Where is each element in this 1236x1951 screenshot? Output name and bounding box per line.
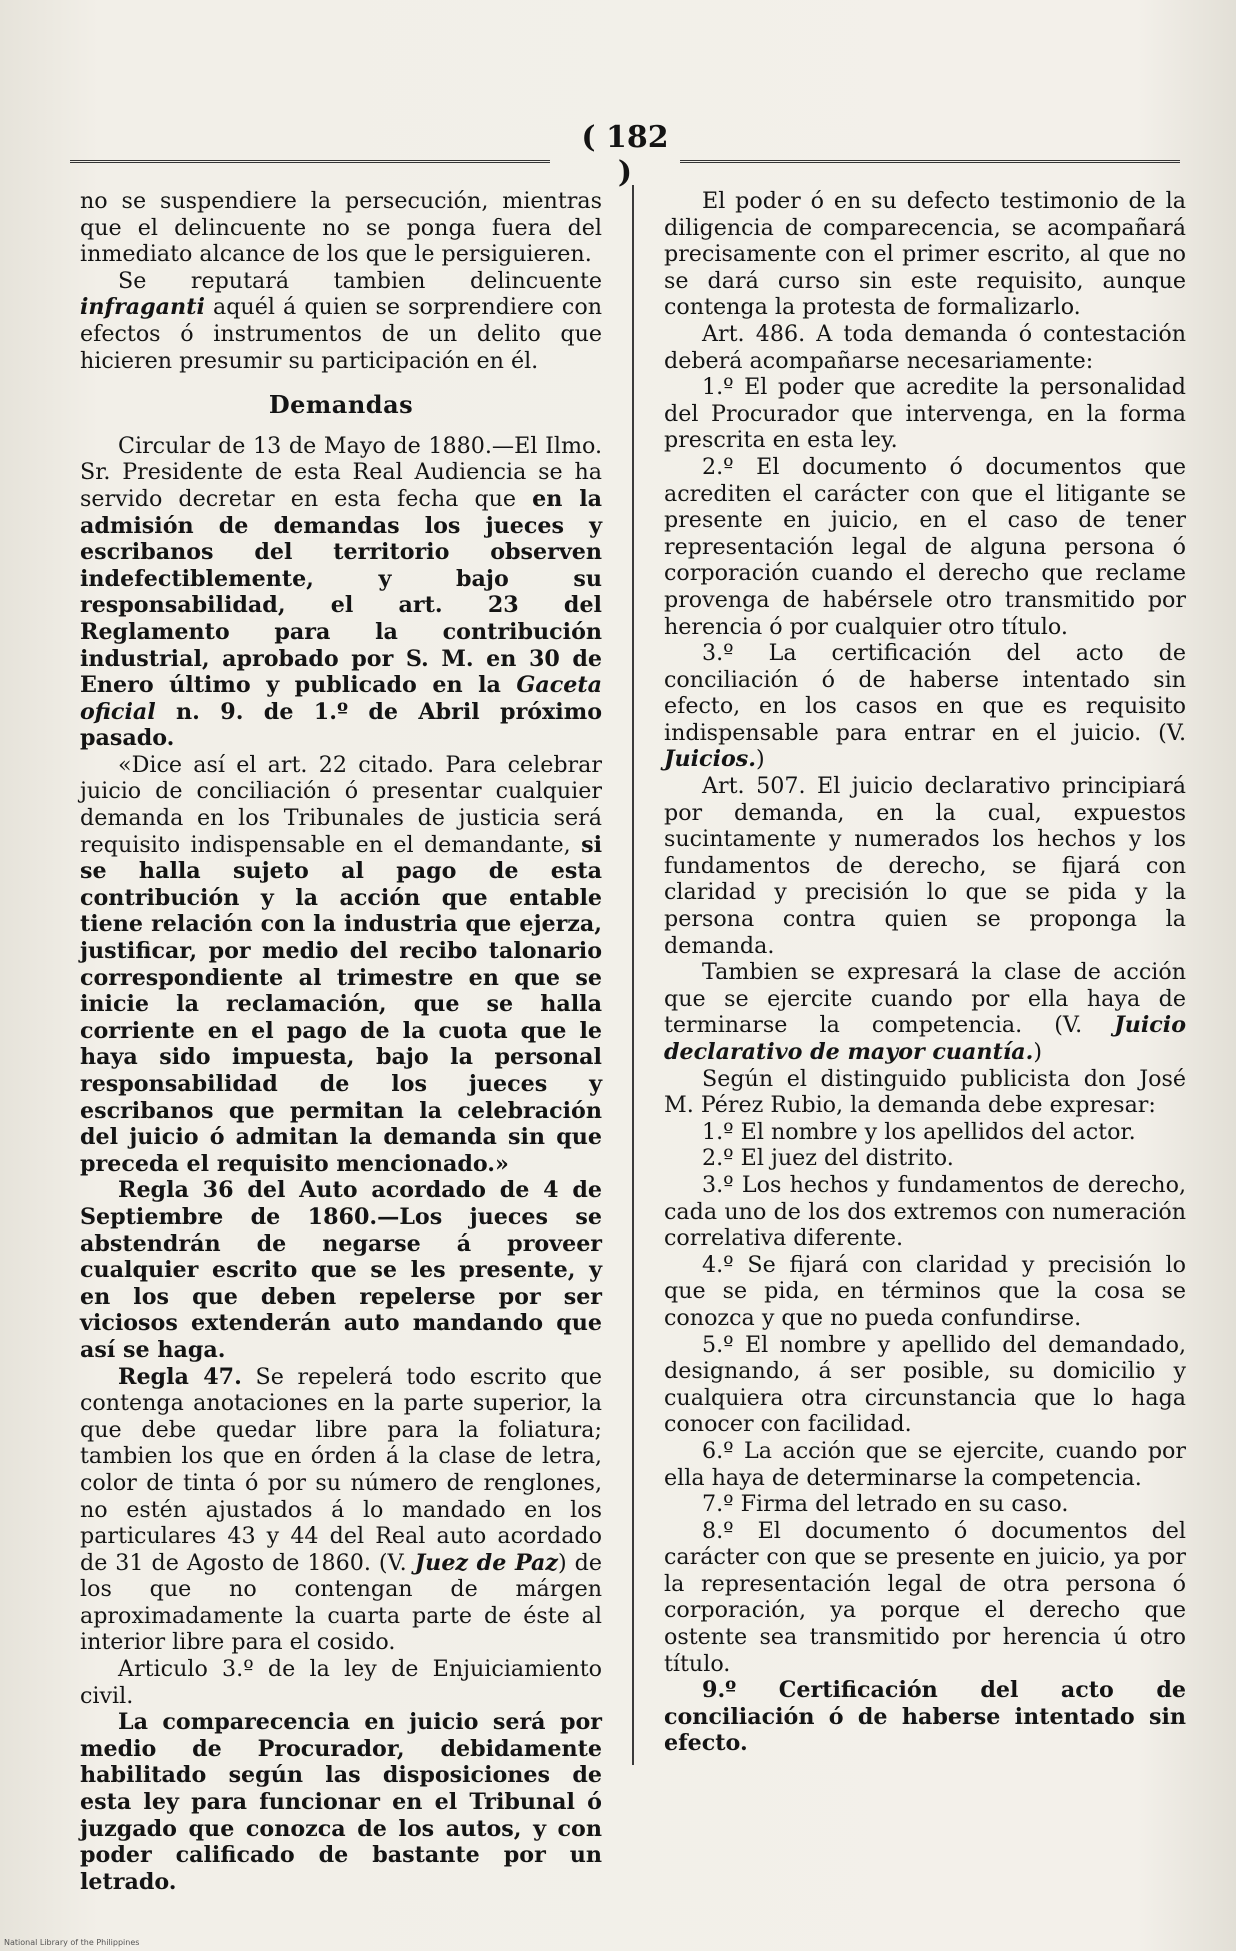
- paragraph: El poder ó en su defecto testimonio de la diligencia de comparecencia, se acompañará precisamente con el primer escrito, al que no se dará curso sin este requisito, aunque contenga la protesta de formalizarlo.: [664, 188, 1186, 321]
- page-number: ( 182 ): [581, 120, 669, 190]
- footer-credit: National Library of the Philippines: [4, 1938, 140, 1947]
- section-heading: Demandas: [268, 390, 414, 420]
- paragraph: Regla 47. Se repelerá todo escrito que contenga anotaciones en la parte superior, la que debe quedar libre para la foliatura; tambien los que en órden á la clase de letra, color de tinta ó por su número de renglones, no estén ajustados á lo mandado en los particulares 43 y 44 del Real auto acordado de 31 de Agosto de 1860. (V. Juez de Paz) de los que no contengan de márgen aproximadamente la cuarta parte de éste al interior libre para el cosido.: [80, 1363, 603, 1656]
- paragraph: Art. 486. A toda demanda ó contestación deberá acompañarse necesariamente:: [664, 320, 1186, 374]
- header-rule-left: [70, 160, 550, 163]
- paragraph: Circular de 13 de Mayo de 1880.—El Ilmo. Sr. Presidente de esta Real Audiencia se ha servido decretar en esta fecha que en la admisión de demandas los jueces y escribanos del territorio observen indefectiblemente, y bajo su responsabilidad, el art. 23 del Reglamento para la contribución industrial, aprobado por S. M. en 30 de Enero último y publicado en la Gaceta oficial n. 9. de 1.º de Abril próximo pasado.: [80, 432, 602, 752]
- list-item: 4.º Se fijará con claridad y precisión lo que se pida, en términos que la cosa se conozca y que no pueda confundirse.: [664, 1251, 1186, 1331]
- list-item: 2.º El juez del distrito.: [702, 1145, 954, 1172]
- list-item: 3.º Los hechos y fundamentos de derecho, cada uno de los dos extremos con numeración correlativa diferente.: [664, 1171, 1186, 1252]
- paragraph: Articulo 3.º de la ley de Enjuiciamiento civil.: [80, 1656, 602, 1709]
- list-item: 1.º El poder que acredite la personalidad del Procurador que intervenga, en la forma prescrita en esta ley.: [664, 374, 1186, 454]
- list-item: 9.º Certificación del acto de conciliación ó de haberse intentado sin efecto.: [664, 1677, 1186, 1757]
- paragraph: Art. 507. El juicio declarativo principiará por demanda, en la cual, expuestos sucintamente y numerados los hechos y los fundamentos de derecho, se fijará con claridad y precisión lo que se pida y la persona contra quien se proponga la demanda.: [664, 773, 1186, 959]
- paragraph: «Dice así el art. 22 citado. Para celebrar juicio de conciliación ó presentar cualquier demanda en los Tribunales de justicia será requisito indispensable en el demandante, si se halla sujeto al pago de esta contribución y la acción que entable tiene relación con la industria que ejerza, justificar, por medio del recibo talonario correspondiente al trimestre en que se inicie la reclamación, que se halla corriente en el pago de la cuota que le haya sido impuesta, bajo la personal responsabilidad de los jueces y escribanos que permitan la celebración del juicio ó admitan la demanda sin que preceda el requisito mencionado.»: [80, 751, 602, 1177]
- left-column: [80, 188, 602, 1895]
- paragraph: Tambien se expresará la clase de acción que se ejercite cuando por ella haya de terminarse la competencia. (V. Juicio declarativo de mayor cuantía.): [664, 959, 1186, 1065]
- list-item: 1.º El nombre y los apellidos del actor.: [702, 1118, 1136, 1145]
- column-divider: [632, 185, 634, 1765]
- page-header: [70, 120, 1180, 190]
- paragraph: Según el distinguido publicista don José M. Pérez Rubio, la demanda debe expresar:: [664, 1065, 1186, 1119]
- list-item: 8.º El documento ó documentos del carácter con que se presente en juicio, ya por la representación legal de otra persona ó corporación, ya porque el derecho que ostente sea transmitido por herencia ú otro título.: [664, 1517, 1186, 1677]
- list-item: 6.º La acción que se ejercite, cuando por ella haya de determinarse la competencia.: [664, 1437, 1186, 1491]
- paragraph: La comparecencia en juicio será por medio de Procurador, debidamente habilitado según las disposiciones de esta ley para funcionar en el Tribunal ó juzgado que conozca de los autos, y con poder calificado de bastante por un letrado.: [80, 1709, 602, 1895]
- right-column: [664, 188, 1186, 1757]
- header-rule-right: [680, 160, 1180, 163]
- list-item: 3.º La certificación del acto de conciliación ó de haberse intentado sin efecto, en los casos en que es requisito indispensable para entrar en el juicio. (V. Juicios.): [664, 640, 1186, 773]
- paragraph: Se reputará tambien delincuente infraganti aquél á quien se sorprendiere con efectos ó instrumentos de un delito que hicieren presumir su participación en él.: [80, 267, 602, 374]
- paragraph: Regla 36 del Auto acordado de 4 de Septiembre de 1860.—Los jueces se abstendrán de negarse á proveer cualquier escrito que se les presente, y en los que deben repelerse por ser viciosos extenderán auto mandando que así se haga.: [80, 1177, 602, 1363]
- paragraph: no se suspendiere la persecución, mientras que el delincuente no se ponga fuera del inmediato alcance de los que le persiguieren.: [80, 188, 602, 268]
- list-item: 5.º El nombre y apellido del demandado, designando, á ser posible, su domicilio y cualquiera otra circunstancia que lo haga conocer con facilidad.: [664, 1331, 1186, 1438]
- list-item: 2.º El documento ó documentos que acrediten el carácter con que el litigante se presente en juicio, en el caso de tener representación legal de alguna persona ó corporación cuando el derecho que reclame provenga de habérsele otro transmitido por herencia ó por cualquier otro título.: [664, 453, 1186, 640]
- list-item: 7.º Firma del letrado en su caso.: [702, 1491, 1069, 1518]
